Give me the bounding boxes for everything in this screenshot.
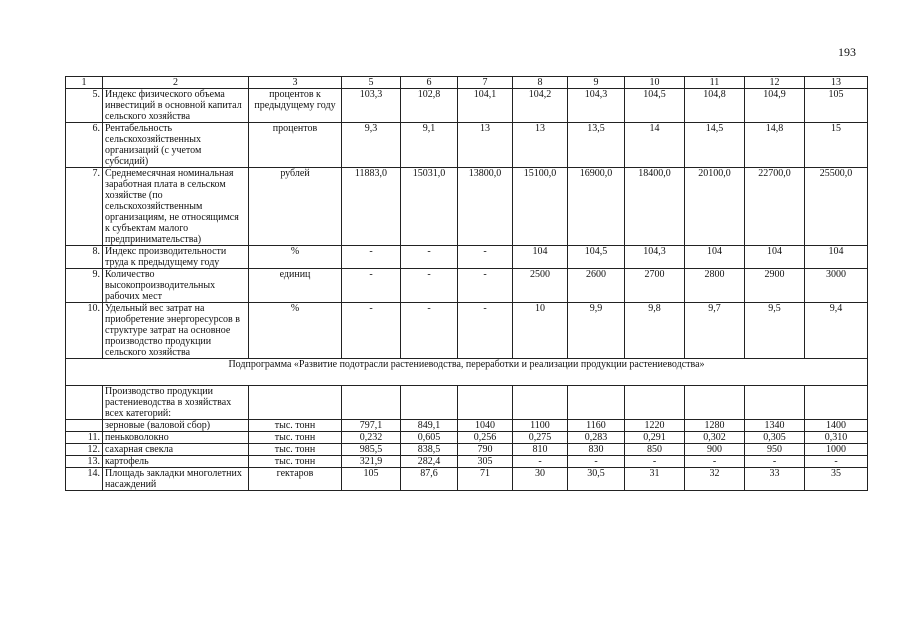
- empty-cell: [685, 386, 745, 420]
- value-cell: 102,8: [401, 89, 458, 123]
- indicator-name-cell: Площадь закладки многолетних насаждений: [103, 468, 249, 491]
- value-cell: 1280: [685, 420, 745, 432]
- value-cell: 2900: [745, 269, 805, 303]
- value-cell: 1040: [458, 420, 513, 432]
- unit-cell: тыс. тонн: [249, 444, 342, 456]
- unit-cell: тыс. тонн: [249, 432, 342, 444]
- value-cell: 9,7: [685, 303, 745, 359]
- value-cell: 0,605: [401, 432, 458, 444]
- row-number-cell: 6.: [66, 123, 103, 168]
- value-cell: 13: [513, 123, 568, 168]
- table-row: [66, 420, 868, 432]
- indicators-table: [65, 76, 868, 491]
- value-cell: 103,3: [342, 89, 401, 123]
- value-cell: 104,5: [568, 246, 625, 269]
- value-cell: 9,5: [745, 303, 805, 359]
- column-number-cell: 9: [568, 77, 625, 89]
- value-cell: -: [458, 303, 513, 359]
- table-row: [66, 246, 868, 269]
- value-cell: 9,9: [568, 303, 625, 359]
- value-cell: 13,5: [568, 123, 625, 168]
- value-cell: 15031,0: [401, 168, 458, 246]
- column-number-cell: 1: [66, 77, 103, 89]
- row-number-cell: 12.: [66, 444, 103, 456]
- indicator-name-cell: Количество высокопроизводительных рабочих мест: [103, 269, 249, 303]
- unit-cell: %: [249, 246, 342, 269]
- value-cell: 0,291: [625, 432, 685, 444]
- value-cell: 950: [745, 444, 805, 456]
- value-cell: 2800: [685, 269, 745, 303]
- empty-cell: [401, 386, 458, 420]
- value-cell: -: [401, 269, 458, 303]
- indicator-name-cell: картофель: [103, 456, 249, 468]
- unit-cell: процентов к предыдущему году: [249, 89, 342, 123]
- empty-cell: [249, 386, 342, 420]
- subprogram-row: [66, 359, 868, 386]
- value-cell: 838,5: [401, 444, 458, 456]
- value-cell: -: [568, 456, 625, 468]
- value-cell: 22700,0: [745, 168, 805, 246]
- unit-cell: процентов: [249, 123, 342, 168]
- row-number-cell: 8.: [66, 246, 103, 269]
- value-cell: 282,4: [401, 456, 458, 468]
- value-cell: 0,283: [568, 432, 625, 444]
- value-cell: 14,8: [745, 123, 805, 168]
- value-cell: 0,232: [342, 432, 401, 444]
- column-number-cell: 7: [458, 77, 513, 89]
- value-cell: 2700: [625, 269, 685, 303]
- value-cell: 849,1: [401, 420, 458, 432]
- empty-cell: [342, 386, 401, 420]
- value-cell: 9,1: [401, 123, 458, 168]
- value-cell: 30,5: [568, 468, 625, 491]
- value-cell: 797,1: [342, 420, 401, 432]
- row-number-cell: [66, 420, 103, 432]
- group-header-row: [66, 386, 868, 420]
- value-cell: 1220: [625, 420, 685, 432]
- value-cell: 0,305: [745, 432, 805, 444]
- value-cell: 0,302: [685, 432, 745, 444]
- value-cell: 9,4: [805, 303, 868, 359]
- value-cell: -: [458, 246, 513, 269]
- value-cell: 15100,0: [513, 168, 568, 246]
- value-cell: -: [513, 456, 568, 468]
- value-cell: 18400,0: [625, 168, 685, 246]
- table-row: [66, 468, 868, 491]
- column-number-cell: 3: [249, 77, 342, 89]
- column-number-cell: 12: [745, 77, 805, 89]
- unit-cell: рублей: [249, 168, 342, 246]
- value-cell: 104,8: [685, 89, 745, 123]
- table-row: [66, 168, 868, 246]
- value-cell: 104,5: [625, 89, 685, 123]
- indicator-name-cell: пеньковолокно: [103, 432, 249, 444]
- value-cell: 104,3: [625, 246, 685, 269]
- value-cell: 104: [745, 246, 805, 269]
- value-cell: 321,9: [342, 456, 401, 468]
- table-row: [66, 303, 868, 359]
- table-row: [66, 123, 868, 168]
- value-cell: -: [625, 456, 685, 468]
- value-cell: 830: [568, 444, 625, 456]
- value-cell: 87,6: [401, 468, 458, 491]
- value-cell: 31: [625, 468, 685, 491]
- unit-cell: %: [249, 303, 342, 359]
- value-cell: 10: [513, 303, 568, 359]
- value-cell: -: [685, 456, 745, 468]
- table-row: [66, 456, 868, 468]
- value-cell: 9,3: [342, 123, 401, 168]
- value-cell: 104,1: [458, 89, 513, 123]
- empty-cell: [805, 386, 868, 420]
- table-row: [66, 432, 868, 444]
- value-cell: 32: [685, 468, 745, 491]
- value-cell: 13800,0: [458, 168, 513, 246]
- indicator-name-cell: Среднемесячная номинальная заработная плата в сельском хозяйстве (по сельскохозяйственным организациям, не относящимся к субъектам малого предпринимательства): [103, 168, 249, 246]
- value-cell: 1340: [745, 420, 805, 432]
- value-cell: 0,256: [458, 432, 513, 444]
- table-row: [66, 89, 868, 123]
- value-cell: 13: [458, 123, 513, 168]
- value-cell: 14,5: [685, 123, 745, 168]
- value-cell: 30: [513, 468, 568, 491]
- value-cell: 850: [625, 444, 685, 456]
- value-cell: 1160: [568, 420, 625, 432]
- column-number-cell: 13: [805, 77, 868, 89]
- empty-cell: [745, 386, 805, 420]
- value-cell: 900: [685, 444, 745, 456]
- page-number: 193: [838, 45, 856, 59]
- unit-cell: гектаров: [249, 468, 342, 491]
- row-number-cell: [66, 386, 103, 420]
- row-number-cell: 7.: [66, 168, 103, 246]
- column-number-cell: 10: [625, 77, 685, 89]
- row-number-cell: 10.: [66, 303, 103, 359]
- value-cell: -: [458, 269, 513, 303]
- value-cell: 1100: [513, 420, 568, 432]
- indicator-name-cell: зерновые (валовой сбор): [103, 420, 249, 432]
- value-cell: -: [401, 303, 458, 359]
- value-cell: 20100,0: [685, 168, 745, 246]
- value-cell: 305: [458, 456, 513, 468]
- indicator-name-cell: Удельный вес затрат на приобретение энергоресурсов в структуре затрат на основное производство продукции сельского хозяйства: [103, 303, 249, 359]
- value-cell: 105: [342, 468, 401, 491]
- table-row: [66, 269, 868, 303]
- value-cell: 25500,0: [805, 168, 868, 246]
- value-cell: 14: [625, 123, 685, 168]
- empty-cell: [458, 386, 513, 420]
- value-cell: 104: [513, 246, 568, 269]
- value-cell: 790: [458, 444, 513, 456]
- column-number-cell: 2: [103, 77, 249, 89]
- value-cell: -: [805, 456, 868, 468]
- value-cell: 9,8: [625, 303, 685, 359]
- value-cell: -: [342, 269, 401, 303]
- value-cell: 71: [458, 468, 513, 491]
- value-cell: 15: [805, 123, 868, 168]
- row-number-cell: 5.: [66, 89, 103, 123]
- value-cell: 810: [513, 444, 568, 456]
- row-number-cell: 11.: [66, 432, 103, 444]
- unit-cell: тыс. тонн: [249, 456, 342, 468]
- value-cell: -: [342, 303, 401, 359]
- indicator-name-cell: Индекс физического объема инвестиций в основной капитал сельского хозяйства: [103, 89, 249, 123]
- column-number-cell: 5: [342, 77, 401, 89]
- value-cell: 104: [685, 246, 745, 269]
- row-number-cell: 13.: [66, 456, 103, 468]
- value-cell: 104,9: [745, 89, 805, 123]
- value-cell: 35: [805, 468, 868, 491]
- value-cell: 104: [805, 246, 868, 269]
- value-cell: -: [401, 246, 458, 269]
- empty-cell: [513, 386, 568, 420]
- empty-cell: [568, 386, 625, 420]
- table-row: [66, 444, 868, 456]
- column-number-cell: 8: [513, 77, 568, 89]
- value-cell: 985,5: [342, 444, 401, 456]
- indicator-name-cell: Рентабельность сельскохозяйственных организаций (с учетом субсидий): [103, 123, 249, 168]
- value-cell: 2600: [568, 269, 625, 303]
- value-cell: 104,2: [513, 89, 568, 123]
- subprogram-title: Подпрограмма «Развитие подотрасли растениеводства, переработки и реализации продукции растениеводства»: [66, 359, 868, 386]
- column-number-row: [66, 77, 868, 89]
- empty-cell: [625, 386, 685, 420]
- value-cell: 2500: [513, 269, 568, 303]
- value-cell: 3000: [805, 269, 868, 303]
- unit-cell: единиц: [249, 269, 342, 303]
- indicator-name-cell: сахарная свекла: [103, 444, 249, 456]
- value-cell: 16900,0: [568, 168, 625, 246]
- unit-cell: тыс. тонн: [249, 420, 342, 432]
- row-number-cell: 14.: [66, 468, 103, 491]
- column-number-cell: 6: [401, 77, 458, 89]
- value-cell: 1000: [805, 444, 868, 456]
- group-header-cell: Производство продукции растениеводства в хозяйствах всех категорий:: [103, 386, 249, 420]
- row-number-cell: 9.: [66, 269, 103, 303]
- value-cell: 0,275: [513, 432, 568, 444]
- indicator-name-cell: Индекс производительности труда к предыдущему году: [103, 246, 249, 269]
- value-cell: 105: [805, 89, 868, 123]
- value-cell: 33: [745, 468, 805, 491]
- value-cell: 0,310: [805, 432, 868, 444]
- value-cell: -: [745, 456, 805, 468]
- value-cell: 1400: [805, 420, 868, 432]
- column-number-cell: 11: [685, 77, 745, 89]
- value-cell: 11883,0: [342, 168, 401, 246]
- value-cell: -: [342, 246, 401, 269]
- value-cell: 104,3: [568, 89, 625, 123]
